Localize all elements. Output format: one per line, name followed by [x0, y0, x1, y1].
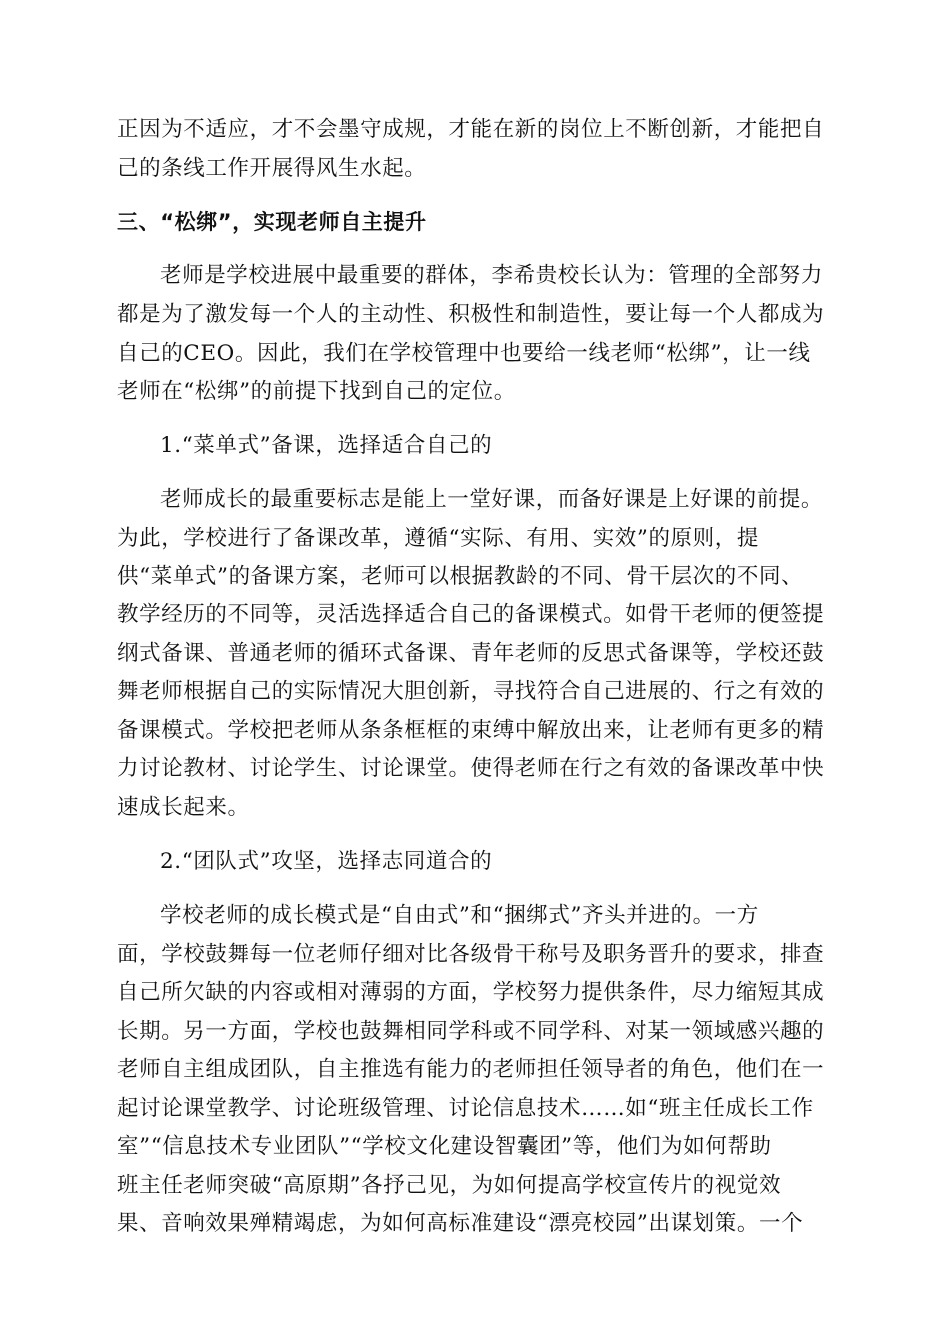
paragraph-line: 自己所欠缺的内容或相对薄弱的方面，学校努力提供条件，尽力缩短其成 — [117, 980, 825, 1005]
paragraph-line: 起讨论课堂教学、讨论班级管理、讨论信息技术……如“班主任成长工作 — [117, 1096, 814, 1121]
paragraph-line: 学校老师的成长模式是“自由式”和“捆绑式”齐头并进的。一方 — [160, 903, 759, 928]
paragraph-line: 都是为了激发每一个人的主动性、积极性和制造性，要让每一个人都成为 — [117, 302, 825, 327]
paragraph-line: 自己的CEO。因此，我们在学校管理中也要给一线老师“松绑”，让一线 — [117, 341, 811, 366]
paragraph-line: 为此，学校进行了备课改革，遵循“实际、有用、实效”的原则，提 — [117, 526, 759, 551]
paragraph-line: 长期。另一方面，学校也鼓舞相同学科或不同学科、对某一领域感兴趣的 — [117, 1019, 825, 1044]
paragraph-line: 老师成长的最重要标志是能上一堂好课，而备好课是上好课的前提。 — [160, 487, 824, 512]
paragraph-line: 正因为不适应，才不会墨守成规，才能在新的岗位上不断创新，才能把自 — [117, 117, 825, 142]
paragraph-line: 班主任老师突破“高原期”各抒己见，为如何提高学校宣传片的视觉效 — [117, 1173, 782, 1198]
paragraph-line: 果、音响效果殚精竭虑，为如何高标准建设“漂亮校园”出谋划策。一个 — [117, 1211, 804, 1236]
paragraph-line: 老师自主组成团队，自主推选有能力的老师担任领导者的角色，他们在一 — [117, 1057, 825, 1082]
subheading: 1.“菜单式”备课，选择适合自己的 — [160, 433, 493, 458]
subheading: 2.“团队式”攻坚，选择志同道合的 — [160, 849, 493, 874]
paragraph-line: 教学经历的不同等，灵活选择适合自己的备课模式。如骨干老师的便签提 — [117, 602, 825, 627]
section-heading: 三、“松绑”，实现老师自主提升 — [117, 210, 427, 234]
paragraph-line: 己的条线工作开展得风生水起。 — [117, 156, 427, 181]
paragraph-line: 供“菜单式”的备课方案，老师可以根据教龄的不同、骨干层次的不同、 — [117, 564, 804, 589]
paragraph-line: 舞老师根据自己的实际情况大胆创新，寻找符合自己进展的、行之有效的 — [117, 679, 825, 704]
paragraph-line: 力讨论教材、讨论学生、讨论课堂。使得老师在行之有效的备课改革中快 — [117, 756, 825, 781]
paragraph-line: 速成长起来。 — [117, 795, 250, 820]
paragraph-line: 纲式备课、普通老师的循环式备课、青年老师的反思式备课等，学校还鼓 — [117, 641, 825, 666]
paragraph-line: 老师在“松绑”的前提下找到自己的定位。 — [117, 379, 516, 404]
paragraph-line: 面，学校鼓舞每一位老师仔细对比各级骨干称号及职务晋升的要求，排查 — [117, 942, 825, 967]
paragraph-line: 备课模式。学校把老师从条条框框的束缚中解放出来，让老师有更多的精 — [117, 718, 825, 743]
paragraph-line: 老师是学校进展中最重要的群体，李希贵校长认为：管理的全部努力 — [160, 263, 824, 288]
paragraph-line: 室”“信息技术专业团队”“学校文化建设智囊团”等，他们为如何帮助 — [117, 1134, 772, 1159]
